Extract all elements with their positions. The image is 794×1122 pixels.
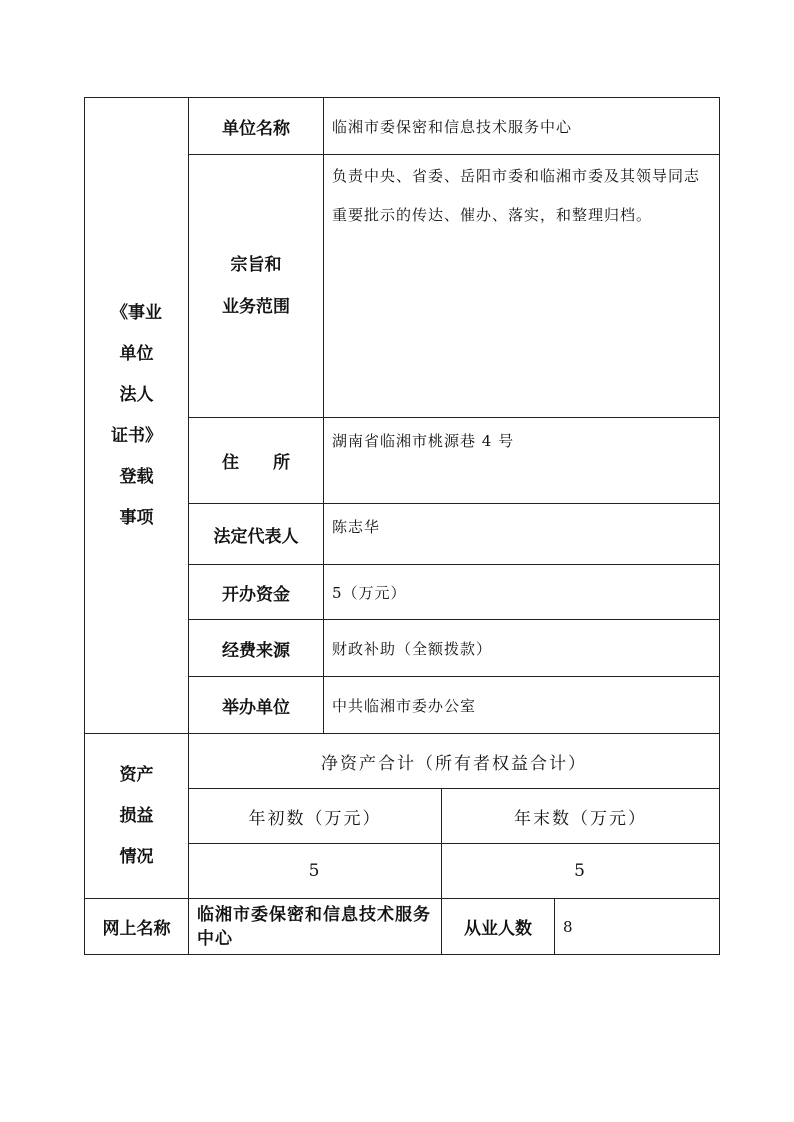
scope-label-line: 宗旨和 [230,255,282,275]
address-value: 湖南省临湘市桃源巷 4 号 [324,418,720,504]
scope-label [189,155,324,418]
assets-category-cell [85,734,189,899]
scope-value: 负责中央、省委、岳阳市委和临湘市委及其领导同志重要批示的传达、催办、落实，和整理归档。 [324,155,720,418]
row-net-assets-header [85,734,720,789]
row-online-name [85,899,720,955]
capital-value: 5（万元） [324,565,720,620]
category-line: 法人 [119,384,154,405]
category-line: 证书》 [111,425,162,446]
category-line: 事项 [119,507,154,528]
scope-label-line: 业务范围 [222,297,290,317]
online-name-value: 临湘市委保密和信息技术服务中心 [189,899,442,955]
unit-name-label: 单位名称 [189,98,324,155]
assets-category-line: 损益 [119,805,154,826]
unit-name-value: 临湘市委保密和信息技术服务中心 [324,98,720,155]
sponsor-value: 中共临湘市委办公室 [324,677,720,734]
category-line: 单位 [119,343,154,364]
begin-header: 年初数（万元） [189,789,442,844]
funding-label: 经费来源 [189,620,324,677]
registration-category-cell [85,98,189,734]
staff-label: 从业人数 [442,899,555,955]
online-name-label: 网上名称 [85,899,189,955]
legal-rep-value: 陈志华 [324,504,720,565]
end-value: 5 [442,844,720,899]
assets-category-line: 情况 [119,846,154,867]
end-header: 年末数（万元） [442,789,720,844]
funding-value: 财政补助（全额拨款） [324,620,720,677]
staff-value: 8 [555,899,720,955]
begin-value: 5 [189,844,442,899]
address-label: 住 所 [189,418,324,504]
category-line: 登载 [119,466,154,487]
capital-label: 开办资金 [189,565,324,620]
registration-table [84,97,720,955]
legal-rep-label: 法定代表人 [189,504,324,565]
net-assets-header: 净资产合计（所有者权益合计） [189,734,720,789]
sponsor-label: 举办单位 [189,677,324,734]
row-unit-name [85,98,720,155]
category-line: 《事业 [111,302,162,323]
assets-category-line: 资产 [119,764,154,785]
